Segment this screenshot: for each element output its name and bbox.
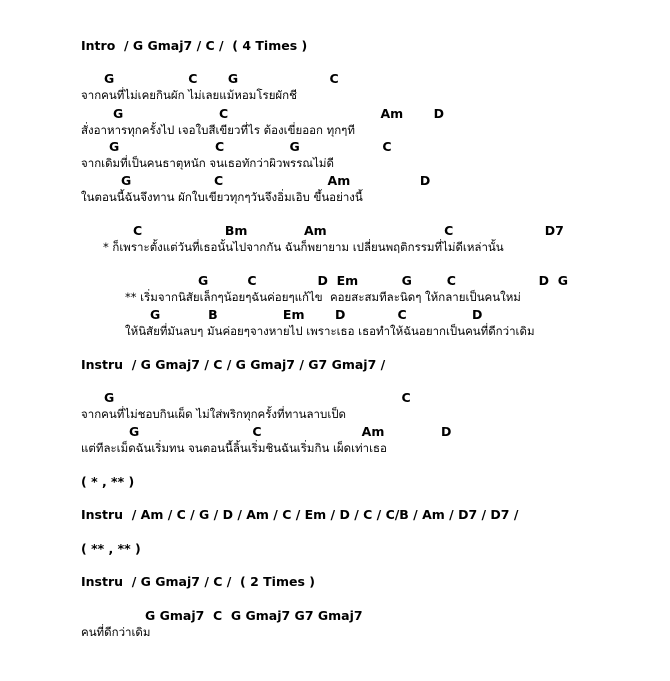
repeat-marker: ( ** , ** )	[81, 541, 141, 556]
chord-line: G C G C	[109, 139, 392, 154]
chord-line: G C Am D	[113, 106, 445, 121]
lyric-line: คนที่ดีกว่าเดิม	[81, 625, 151, 639]
lyric-line: * ก็เพราะตั้งแต่วันที่เธอนั้นไปจากกัน ฉันก็พยายาม เปลี่ยนพฤติกรรมที่ไม่ดีเหล่านั้น	[103, 240, 504, 254]
chord-line: G C Am D	[129, 424, 452, 439]
chord-line: G B Em D C D	[150, 307, 483, 322]
lyric-line: จากคนที่ไม่ชอบกินเผ็ด ไม่ใส่พริกทุกครั้งที่ทานลาบเป็ด	[81, 407, 347, 421]
lyric-line: แต่ทีละเม็ดฉันเริ่มทน จนตอนนี้ลิ้นเริ่มชินฉันเริ่มกิน เผ็ดเท่าเธอ	[81, 441, 387, 455]
chord-line: C Bm Am C D7	[133, 223, 564, 238]
lyric-line: ให้นิสัยที่มันลบๆ มันค่อยๆจางหายไป เพราะเธอ เธอทำให้ฉันอยากเป็นคนที่ดีกว่าเดิม	[125, 324, 535, 338]
instrumental-line: Instru / G Gmaj7 / C / G Gmaj7 / G7 Gmaj7 /	[81, 357, 386, 372]
chord-line: G Gmaj7 C G Gmaj7 G7 Gmaj7	[145, 608, 363, 623]
lyric-line: จากคนที่ไม่เคยกินผัก ไม่เลยแม้หอมโรยผักชี	[81, 88, 297, 102]
instrumental-line: Instru / G Gmaj7 / C / ( 2 Times )	[81, 574, 315, 589]
lyric-line: สั่งอาหารทุกครั้งไป เจอใบสีเขียวที่ไร ต้องเขี่ยออก ทุกๆที	[81, 123, 355, 137]
chord-line: G C	[104, 390, 411, 405]
lyric-line: ** เริ่มจากนิสัยเล็กๆน้อยๆฉันค่อยๆแก้ไข คอยสะสมทีละนิดๆ ให้กลายเป็นคนใหม่	[125, 290, 521, 304]
intro-line: Intro / G Gmaj7 / C / ( 4 Times )	[81, 38, 308, 53]
chord-line: G C G C	[104, 71, 339, 86]
chord-line: G C Am D	[121, 173, 431, 188]
instrumental-line: Instru / Am / C / G / D / Am / C / Em / D / C / C/B / Am / D7 / D7 /	[81, 507, 519, 522]
lyric-line: จากเดิมที่เป็นคนธาตุหนัก จนเธอทักว่าผิวพรรณไม่ดี	[81, 156, 334, 170]
lyric-line: ในตอนนี้ฉันจึงทาน ผักใบเขียวทุกๆวันจึงอิ่มเอิบ ขึ้นอย่างนี้	[81, 190, 363, 204]
chord-line: G C D Em G C D G	[198, 273, 568, 288]
repeat-marker: ( * , ** )	[81, 474, 135, 489]
